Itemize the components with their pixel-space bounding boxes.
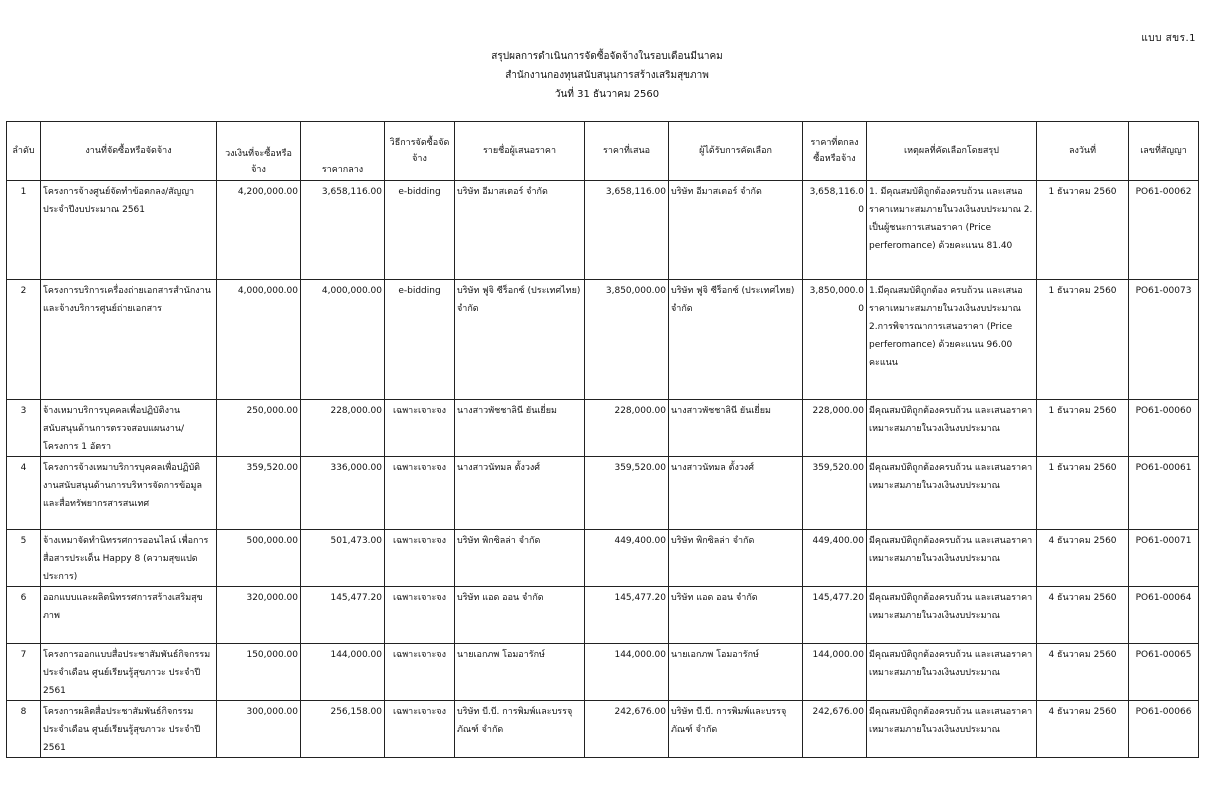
cell-method: เฉพาะเจาะจง	[385, 644, 455, 701]
cell-median-price: 228,000.00	[301, 400, 385, 457]
cell-item: ออกแบบและผลิตนิทรรศการสร้างเสริมสุขภาพ	[41, 587, 217, 644]
cell-budget: 4,200,000.00	[217, 181, 301, 280]
cell-date: 4 ธันวาคม 2560	[1037, 701, 1129, 758]
cell-contract-no: PO61-00064	[1129, 587, 1199, 644]
cell-median-price: 145,477.20	[301, 587, 385, 644]
cell-date: 1 ธันวาคม 2560	[1037, 400, 1129, 457]
cell-budget: 250,000.00	[217, 400, 301, 457]
cell-budget: 300,000.00	[217, 701, 301, 758]
cell-contract-no: PO61-00073	[1129, 280, 1199, 400]
col-header-date: ลงวันที่	[1037, 122, 1129, 181]
cell-item: โครงการออกแบบสื่อประชาสัมพันธ์กิจกรรมประจำเดือน ศูนย์เรียนรู้สุขภาวะ ประจำปี 2561	[41, 644, 217, 701]
table-row	[7, 701, 1199, 758]
cell-median-price: 144,000.00	[301, 644, 385, 701]
cell-bid-price: 242,676.00	[585, 701, 669, 758]
cell-no: 1	[7, 181, 41, 280]
cell-median-price: 336,000.00	[301, 457, 385, 530]
cell-agreed-price: 242,676.00	[803, 701, 867, 758]
cell-no: 5	[7, 530, 41, 587]
cell-no: 4	[7, 457, 41, 530]
cell-bid-price: 3,850,000.00	[585, 280, 669, 400]
cell-bidders: บริษัท พิกซิลล่า จำกัด	[455, 530, 585, 587]
cell-reason: มีคุณสมบัติถูกต้องครบถ้วน และเสนอราคาเหมาะสมภายในวงเงินงบประมาณ	[867, 644, 1037, 701]
cell-agreed-price: 3,850,000.00	[803, 280, 867, 400]
cell-bidders: บริษัท ฟูจิ ซีร็อกซ์ (ประเทศไทย) จำกัด	[455, 280, 585, 400]
table-header-row	[7, 122, 1199, 181]
col-header-reason: เหตุผลที่คัดเลือกโดยสรุป	[867, 122, 1037, 181]
cell-reason: มีคุณสมบัติถูกต้องครบถ้วน และเสนอราคาเหมาะสมภายในวงเงินงบประมาณ	[867, 400, 1037, 457]
cell-winner: บริษัท ฟูจิ ซีร็อกซ์ (ประเทศไทย) จำกัด	[669, 280, 803, 400]
cell-budget: 500,000.00	[217, 530, 301, 587]
document-heading	[0, 47, 1214, 104]
cell-method: เฉพาะเจาะจง	[385, 400, 455, 457]
cell-contract-no: PO61-00061	[1129, 457, 1199, 530]
cell-date: 4 ธันวาคม 2560	[1037, 644, 1129, 701]
cell-winner: บริษัท แอด ออน จำกัด	[669, 587, 803, 644]
table-row	[7, 400, 1199, 457]
cell-agreed-price: 228,000.00	[803, 400, 867, 457]
cell-item: โครงการจ้างเหมาบริการบุคคลเพื่อปฏิบัติงานสนับสนุนด้านการบริหารจัดการข้อมูลและสื่อทรัพยากรสารสนเทศ	[41, 457, 217, 530]
cell-agreed-price: 144,000.00	[803, 644, 867, 701]
table-row	[7, 181, 1199, 280]
cell-bidders: นายเอกภพ โอมอารักษ์	[455, 644, 585, 701]
cell-method: เฉพาะเจาะจง	[385, 587, 455, 644]
cell-date: 4 ธันวาคม 2560	[1037, 530, 1129, 587]
cell-contract-no: PO61-00060	[1129, 400, 1199, 457]
col-header-contract-no: เลขที่สัญญา	[1129, 122, 1199, 181]
cell-reason: 1. มีคุณสมบัติถูกต้องครบถ้วน และเสนอราคาเหมาะสมภายในวงเงินงบประมาณ 2. เป็นผู้ชนะการเสนอราคา (Price perferomance) ด้วยคะแนน 81.40	[867, 181, 1037, 280]
cell-method: เฉพาะเจาะจง	[385, 701, 455, 758]
cell-budget: 359,520.00	[217, 457, 301, 530]
cell-winner: นายเอกภพ โอมอารักษ์	[669, 644, 803, 701]
cell-agreed-price: 3,658,116.00	[803, 181, 867, 280]
table-row	[7, 530, 1199, 587]
cell-agreed-price: 449,400.00	[803, 530, 867, 587]
heading-agency: สำนักงานกองทุนสนับสนุนการสร้างเสริมสุขภาพ	[505, 70, 709, 81]
cell-item: โครงการจ้างศูนย์จัดทำข้อตกลง/สัญญาประจำปีงบประมาณ 2561	[41, 181, 217, 280]
cell-no: 7	[7, 644, 41, 701]
cell-contract-no: PO61-00066	[1129, 701, 1199, 758]
cell-agreed-price: 145,477.20	[803, 587, 867, 644]
table-row	[7, 457, 1199, 530]
col-header-item: งานที่จัดซื้อหรือจัดจ้าง	[41, 122, 217, 181]
cell-winner: บริษัท พิกซิลล่า จำกัด	[669, 530, 803, 587]
cell-no: 6	[7, 587, 41, 644]
cell-winner: บริษัท บี.บี. การพิมพ์และบรรจุภัณฑ์ จำกัด	[669, 701, 803, 758]
heading-title: สรุปผลการดำเนินการจัดซื้อจัดจ้างในรอบเดือนมีนาคม	[491, 51, 723, 62]
cell-date: 1 ธันวาคม 2560	[1037, 181, 1129, 280]
cell-bidders: บริษัท อีมาสเตอร์ จำกัด	[455, 181, 585, 280]
cell-method: e-bidding	[385, 181, 455, 280]
cell-median-price: 501,473.00	[301, 530, 385, 587]
cell-bid-price: 359,520.00	[585, 457, 669, 530]
cell-reason: มีคุณสมบัติถูกต้องครบถ้วน และเสนอราคาเหมาะสมภายในวงเงินงบประมาณ	[867, 530, 1037, 587]
cell-method: เฉพาะเจาะจง	[385, 530, 455, 587]
cell-bid-price: 145,477.20	[585, 587, 669, 644]
cell-contract-no: PO61-00062	[1129, 181, 1199, 280]
cell-method: e-bidding	[385, 280, 455, 400]
cell-item: จ้างเหมาบริการบุคคลเพื่อปฏิบัติงานสนับสนุนด้านการตรวจสอบแผนงาน/โครงการ 1 อัตรา	[41, 400, 217, 457]
cell-date: 1 ธันวาคม 2560	[1037, 280, 1129, 400]
cell-budget: 150,000.00	[217, 644, 301, 701]
col-header-budget: วงเงินที่จะซื้อหรือจ้าง	[217, 122, 301, 181]
cell-item: โครงการบริการเครื่องถ่ายเอกสารสำนักงานและจ้างบริการศูนย์ถ่ายเอกสาร	[41, 280, 217, 400]
col-header-bid-price: ราคาที่เสนอ	[585, 122, 669, 181]
cell-agreed-price: 359,520.00	[803, 457, 867, 530]
col-header-median-price: ราคากลาง	[301, 122, 385, 181]
cell-bidders: นางสาวพัชชาลินี ยันเยี่ยม	[455, 400, 585, 457]
cell-median-price: 256,158.00	[301, 701, 385, 758]
col-header-no: ลำดับ	[7, 122, 41, 181]
cell-bid-price: 449,400.00	[585, 530, 669, 587]
cell-bid-price: 3,658,116.00	[585, 181, 669, 280]
heading-date: วันที่ 31 ธันวาคม 2560	[554, 89, 660, 100]
table-row	[7, 644, 1199, 701]
table-row	[7, 587, 1199, 644]
cell-bid-price: 228,000.00	[585, 400, 669, 457]
cell-winner: นางสาวพัชชาลินี ยันเยี่ยม	[669, 400, 803, 457]
cell-bid-price: 144,000.00	[585, 644, 669, 701]
cell-no: 8	[7, 701, 41, 758]
cell-median-price: 3,658,116.00	[301, 181, 385, 280]
table-row	[7, 280, 1199, 400]
cell-contract-no: PO61-00065	[1129, 644, 1199, 701]
cell-bidders: นางสาวนัทมล ตั้งวงศ์	[455, 457, 585, 530]
col-header-bidders: รายชื่อผู้เสนอราคา	[455, 122, 585, 181]
procurement-table	[6, 121, 1199, 758]
form-code: แบบ สขร.1	[1141, 33, 1196, 44]
cell-winner: บริษัท อีมาสเตอร์ จำกัด	[669, 181, 803, 280]
cell-bidders: บริษัท บี.บี. การพิมพ์และบรรจุภัณฑ์ จำกัด	[455, 701, 585, 758]
col-header-method: วิธีการจัดซื้อจัดจ้าง	[385, 122, 455, 181]
cell-date: 4 ธันวาคม 2560	[1037, 587, 1129, 644]
cell-median-price: 4,000,000.00	[301, 280, 385, 400]
cell-bidders: บริษัท แอด ออน จำกัด	[455, 587, 585, 644]
cell-no: 3	[7, 400, 41, 457]
cell-winner: นางสาวนัทมล ตั้งวงศ์	[669, 457, 803, 530]
cell-date: 1 ธันวาคม 2560	[1037, 457, 1129, 530]
cell-budget: 4,000,000.00	[217, 280, 301, 400]
cell-reason: มีคุณสมบัติถูกต้องครบถ้วน และเสนอราคาเหมาะสมภายในวงเงินงบประมาณ	[867, 701, 1037, 758]
cell-method: เฉพาะเจาะจง	[385, 457, 455, 530]
cell-budget: 320,000.00	[217, 587, 301, 644]
cell-contract-no: PO61-00071	[1129, 530, 1199, 587]
cell-item: โครงการผลิตสื่อประชาสัมพันธ์กิจกรรมประจำเดือน ศูนย์เรียนรู้สุขภาวะ ประจำปี 2561	[41, 701, 217, 758]
cell-no: 2	[7, 280, 41, 400]
cell-reason: 1.มีคุณสมบัติถูกต้อง ครบถ้วน และเสนอราคาเหมาะสมภายในวงเงินงบประมาณ 2.การพิจารณาการเสนอราคา (Price perferomance) ด้วยคะแนน 96.00 คะแนน	[867, 280, 1037, 400]
cell-reason: มีคุณสมบัติถูกต้องครบถ้วน และเสนอราคาเหมาะสมภายในวงเงินงบประมาณ	[867, 457, 1037, 530]
cell-item: จ้างเหมาจัดทำนิทรรศการออนไลน์ เพื่อการสื่อสารประเด็น Happy 8 (ความสุขแปดประการ)	[41, 530, 217, 587]
col-header-agreed-price: ราคาที่ตกลงซื้อหรือจ้าง	[803, 122, 867, 181]
col-header-winner: ผู้ได้รับการคัดเลือก	[669, 122, 803, 181]
cell-reason: มีคุณสมบัติถูกต้องครบถ้วน และเสนอราคาเหมาะสมภายในวงเงินงบประมาณ	[867, 587, 1037, 644]
